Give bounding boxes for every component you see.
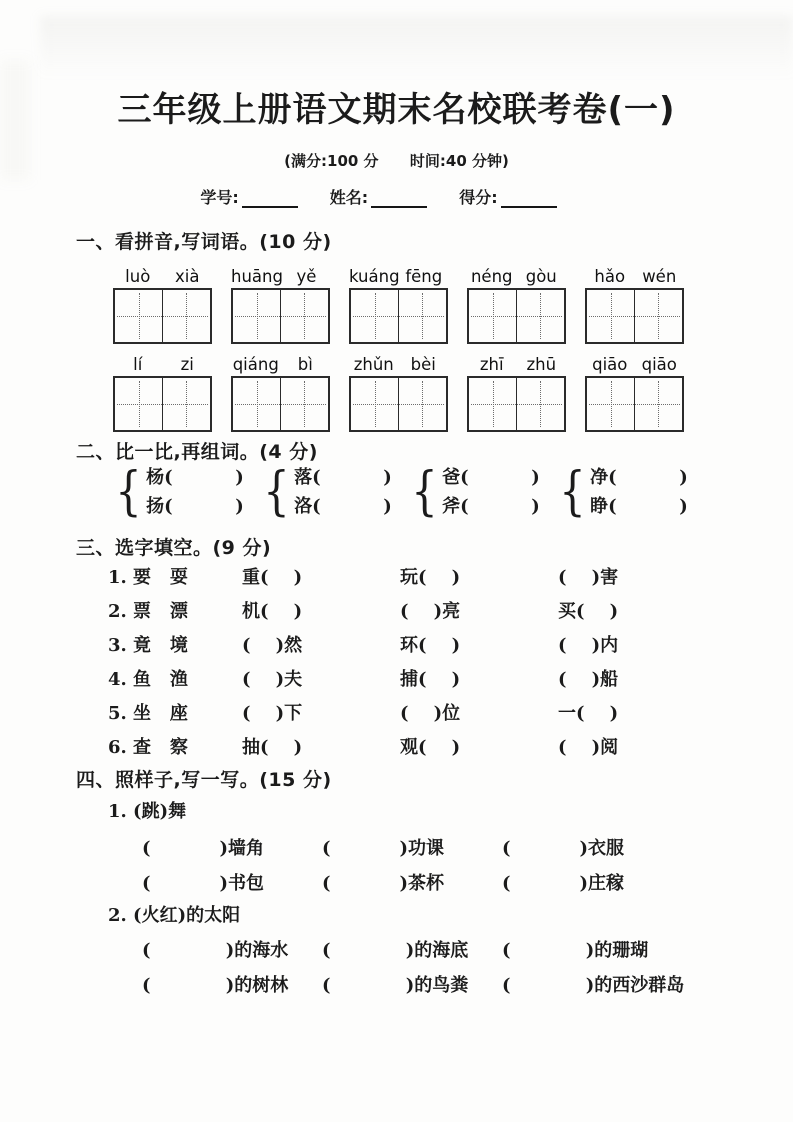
brace-glyph: { <box>115 462 142 522</box>
pinyin-syllable: zhǔn <box>353 355 394 374</box>
compare-group <box>260 463 408 521</box>
fill-blank-item[interactable]: ( )的鸟粪 <box>322 975 469 996</box>
example2-line <box>142 933 762 968</box>
choose-character-rows <box>108 561 728 765</box>
choice-characters: 5. 坐 座 <box>108 703 188 724</box>
fill-blank-item[interactable]: ( )下 <box>242 703 303 724</box>
pinyin-syllable: hǎo <box>594 267 626 286</box>
pinyin-writing-unit <box>585 259 684 344</box>
pinyin-syllable: néng <box>470 267 513 286</box>
writing-grid-box[interactable] <box>467 288 566 344</box>
pinyin-syllable: qiāo <box>592 355 628 374</box>
score-label: 得分: <box>459 188 498 207</box>
pinyin-syllable: xià <box>175 267 200 286</box>
pinyin-writing-unit <box>113 347 212 432</box>
pinyin-grid-row-2 <box>113 347 684 432</box>
fill-blank-item[interactable]: ( )的海水 <box>142 940 289 961</box>
pinyin-syllable: gòu <box>525 267 557 286</box>
choose-character-row <box>108 663 728 697</box>
pinyin-label <box>231 259 330 288</box>
fill-blank-item[interactable]: 抽( ) <box>242 737 303 758</box>
fill-blank-item[interactable]: ( )功课 <box>322 838 444 859</box>
pinyin-syllable: huāng <box>231 267 283 286</box>
choose-character-row <box>108 731 728 765</box>
compare-group <box>408 463 556 521</box>
choice-characters: 1. 要 耍 <box>108 567 188 588</box>
section1-heading: 一、看拼音,写词语。(10 分) <box>76 231 332 253</box>
exam-title: 三年级上册语文期末名校联考卷(一) <box>117 90 676 130</box>
choose-character-row <box>108 595 728 629</box>
pinyin-label <box>349 259 448 288</box>
fill-blank-item[interactable]: 买( ) <box>558 601 619 622</box>
brace-glyph: { <box>411 462 438 522</box>
fill-blank-item[interactable]: ( )害 <box>558 567 619 588</box>
pinyin-writing-unit <box>231 259 330 344</box>
pinyin-writing-unit <box>585 347 684 432</box>
score-field <box>459 185 556 208</box>
pinyin-syllable: fēng <box>405 267 443 286</box>
section2-heading: 二、比一比,再组词。(4 分) <box>76 441 318 463</box>
pinyin-syllable: bèi <box>410 355 436 374</box>
fill-blank-item[interactable]: 机( ) <box>242 601 303 622</box>
writing-grid-box[interactable] <box>349 376 448 432</box>
section3-heading: 三、选字填空。(9 分) <box>76 537 272 559</box>
compare-groups-row <box>112 463 704 521</box>
writing-grid-box[interactable] <box>113 288 212 344</box>
compare-word-blank[interactable]: 斧( ) <box>442 496 540 517</box>
student-name-field <box>330 185 427 208</box>
scan-shading-artifact <box>40 16 793 78</box>
fill-blank-item[interactable]: ( )阅 <box>558 737 619 758</box>
pinyin-syllable: qiāo <box>641 355 677 374</box>
pinyin-label <box>231 347 330 376</box>
fill-blank-item[interactable]: ( )夫 <box>242 669 303 690</box>
pinyin-label <box>113 259 212 288</box>
fill-blank-item[interactable]: ( )茶杯 <box>322 873 444 894</box>
fill-blank-item[interactable]: ( )墙角 <box>142 838 264 859</box>
pinyin-syllable: zi <box>180 355 194 374</box>
example1-lines <box>142 831 762 901</box>
compare-group <box>556 463 704 521</box>
pinyin-writing-unit <box>467 259 566 344</box>
score-blank[interactable] <box>501 190 557 208</box>
fill-blank-item[interactable]: 环( ) <box>400 635 461 656</box>
writing-grid-box[interactable] <box>349 288 448 344</box>
student-name-label: 姓名: <box>329 188 369 207</box>
pinyin-syllable: zhū <box>526 355 557 374</box>
student-id-field <box>200 185 297 208</box>
writing-grid-box[interactable] <box>585 288 684 344</box>
pinyin-label <box>349 347 448 376</box>
student-id-label: 学号: <box>200 188 239 207</box>
fill-blank-item[interactable]: ( )船 <box>558 669 619 690</box>
pinyin-writing-unit <box>349 347 448 432</box>
writing-grid-box[interactable] <box>231 376 330 432</box>
fill-blank-item[interactable]: ( )庄稼 <box>502 873 624 894</box>
pinyin-syllable: qiáng <box>232 355 279 374</box>
example1-label: 1. (跳)舞 <box>108 801 187 822</box>
writing-grid-box[interactable] <box>467 376 566 432</box>
pinyin-writing-unit <box>467 347 566 432</box>
pinyin-label <box>467 347 566 376</box>
fill-blank-item[interactable]: 玩( ) <box>400 567 461 588</box>
pinyin-syllable: luò <box>125 267 151 286</box>
fill-blank-item[interactable]: 一( ) <box>558 703 619 724</box>
writing-grid-box[interactable] <box>231 288 330 344</box>
fill-blank-item[interactable]: ( )内 <box>558 635 619 656</box>
pinyin-syllable: bì <box>297 355 313 374</box>
compare-word-blank[interactable]: 落( ) <box>294 467 392 488</box>
choose-character-row <box>108 697 728 731</box>
choose-character-row <box>108 561 728 595</box>
example2-label: 2. (火红)的太阳 <box>108 905 241 926</box>
pinyin-label <box>585 259 684 288</box>
fill-blank-item[interactable]: ( )的珊瑚 <box>502 940 649 961</box>
pinyin-writing-unit <box>113 259 212 344</box>
example2-line <box>142 968 762 1003</box>
pinyin-writing-unit <box>231 347 330 432</box>
example1-line <box>142 831 762 866</box>
compare-word-blank[interactable]: 洛( ) <box>294 496 392 517</box>
pinyin-syllable: zhī <box>479 355 504 374</box>
pinyin-label <box>585 347 684 376</box>
choice-characters: 3. 竟 境 <box>108 635 188 656</box>
compare-word-blank[interactable]: 净( ) <box>590 467 688 488</box>
pinyin-syllable: lí <box>133 355 143 374</box>
writing-grid-box[interactable] <box>113 376 212 432</box>
fill-blank-item[interactable]: ( )的海底 <box>322 940 469 961</box>
choice-characters: 2. 票 漂 <box>108 601 188 622</box>
pinyin-syllable: kuáng <box>349 267 400 286</box>
pinyin-grid-row-1 <box>113 259 684 344</box>
exam-score-time-note: (满分:100 分 时间:40 分钟) <box>284 152 509 170</box>
choice-characters: 4. 鱼 渔 <box>108 669 188 690</box>
compare-word-blank[interactable]: 扬( ) <box>146 496 244 517</box>
fill-blank-item[interactable]: ( )然 <box>242 635 303 656</box>
pinyin-syllable: wén <box>642 267 677 286</box>
student-info-line <box>0 185 793 208</box>
choose-character-row <box>108 629 728 663</box>
brace-glyph: { <box>263 462 290 522</box>
example2-lines <box>142 933 762 1003</box>
student-name-blank[interactable] <box>371 190 427 208</box>
brace-glyph: { <box>559 462 586 522</box>
fill-blank-item[interactable]: ( )书包 <box>142 873 264 894</box>
fill-blank-item[interactable]: 重( ) <box>242 567 303 588</box>
compare-word-blank[interactable]: 睁( ) <box>590 496 688 517</box>
compare-word-blank[interactable]: 杨( ) <box>146 467 244 488</box>
fill-blank-item[interactable]: 观( ) <box>400 737 461 758</box>
fill-blank-item[interactable]: ( )衣服 <box>502 838 624 859</box>
pinyin-writing-unit <box>349 259 448 344</box>
choice-characters: 6. 查 察 <box>108 737 188 758</box>
fill-blank-item[interactable]: ( )亮 <box>400 601 461 622</box>
writing-grid-box[interactable] <box>585 376 684 432</box>
fill-blank-item[interactable]: ( )的树林 <box>142 975 289 996</box>
fill-blank-item[interactable]: ( )的西沙群岛 <box>502 975 685 996</box>
student-id-blank[interactable] <box>242 190 298 208</box>
pinyin-label <box>467 259 566 288</box>
pinyin-label <box>113 347 212 376</box>
pinyin-syllable: yě <box>296 267 317 286</box>
fill-blank-item[interactable]: ( )位 <box>400 703 461 724</box>
compare-word-blank[interactable]: 爸( ) <box>442 467 540 488</box>
fill-blank-item[interactable]: 捕( ) <box>400 669 461 690</box>
compare-group <box>112 463 260 521</box>
example1-line <box>142 866 762 901</box>
section4-heading: 四、照样子,写一写。(15 分) <box>76 769 332 791</box>
